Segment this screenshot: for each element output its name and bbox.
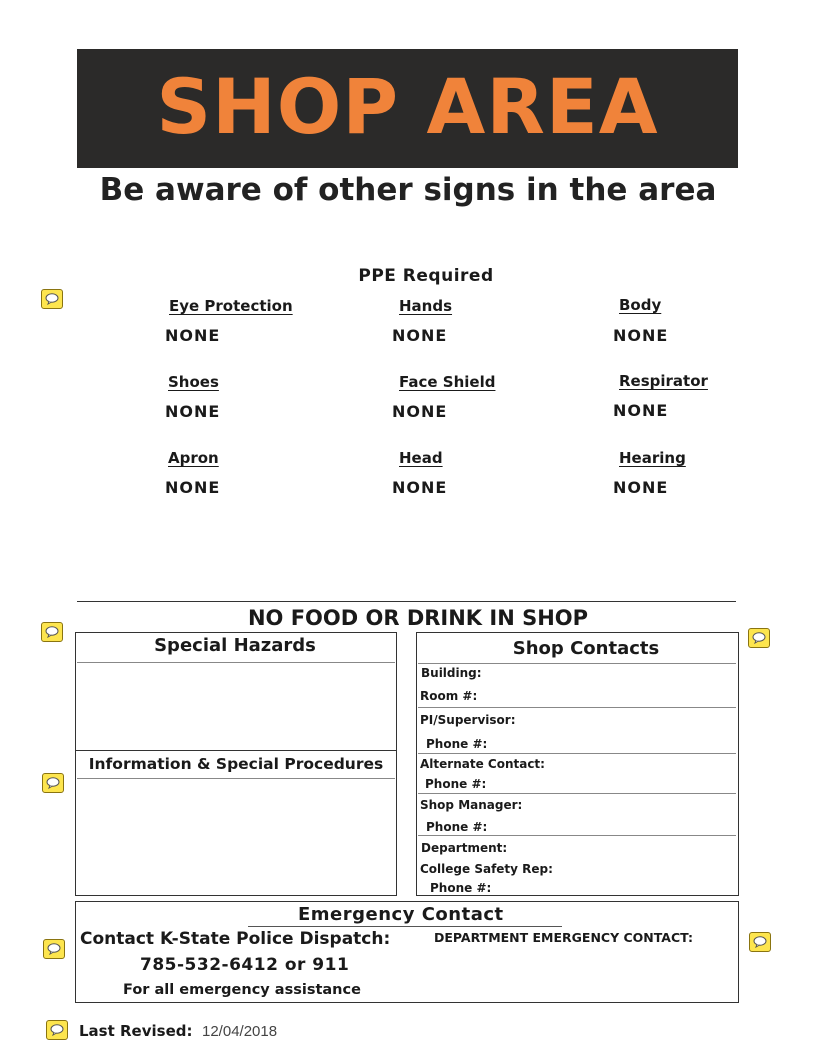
ppe-value-eye-protection: NONE [165, 326, 221, 345]
contact-room-label: Room #: [420, 689, 478, 703]
comment-icon[interactable] [46, 1020, 68, 1040]
ppe-label-body: Body [619, 296, 662, 314]
contact-building-label: Building: [421, 666, 482, 680]
contacts-title-rule [418, 663, 736, 664]
speech-bubble-icon [45, 293, 59, 305]
ppe-title: PPE Required [358, 266, 494, 286]
hazards-title-rule [77, 662, 395, 663]
ppe-label-eye-protection: Eye Protection [169, 297, 293, 315]
no-food-notice: NO FOOD OR DRINK IN SHOP [247, 606, 589, 630]
last-revised-label: Last Revised: [79, 1022, 193, 1040]
department-emergency-contact-label: DEPARTMENT EMERGENCY CONTACT: [434, 930, 693, 945]
comment-icon[interactable] [43, 939, 65, 959]
contact-supervisor-label: PI/Supervisor: [420, 713, 516, 727]
contact-alternate-label: Alternate Contact: [420, 757, 545, 771]
emergency-title: Emergency Contact [298, 904, 504, 925]
contact-supervisor-rule [418, 753, 736, 754]
speech-bubble-icon [46, 777, 60, 789]
header-banner [77, 49, 738, 168]
speech-bubble-icon [752, 632, 766, 644]
ppe-value-face-shield: NONE [392, 402, 448, 421]
shop-contacts-title: Shop Contacts [512, 638, 660, 659]
ppe-label-hearing: Hearing [619, 449, 686, 467]
comment-icon[interactable] [42, 773, 64, 793]
speech-bubble-icon [45, 626, 59, 638]
subtitle: Be aware of other signs in the area [99, 172, 717, 208]
procedures-title: Information & Special Procedures [88, 755, 384, 773]
ppe-value-hands: NONE [392, 326, 448, 345]
hazards-title: Special Hazards [154, 635, 316, 656]
section-divider [77, 601, 736, 602]
ppe-label-hands: Hands [399, 297, 453, 315]
ppe-label-shoes: Shoes [168, 373, 219, 391]
ppe-value-head: NONE [392, 478, 448, 497]
contact-alternate-rule [418, 793, 736, 794]
contact-alternate-phone-label: Phone #: [425, 777, 487, 791]
contact-manager-rule [418, 835, 736, 836]
emergency-phone-number: 785-532-6412 or 911 [140, 955, 350, 975]
ppe-value-apron: NONE [165, 478, 221, 497]
emergency-title-rule [248, 926, 562, 927]
ppe-label-respirator: Respirator [619, 372, 708, 390]
ppe-label-head: Head [399, 449, 443, 467]
contact-safety-rep-phone-label: Phone #: [430, 881, 492, 895]
contact-manager-label: Shop Manager: [420, 798, 523, 812]
procedures-title-rule [77, 778, 395, 779]
hazards-divider [75, 750, 397, 751]
contact-supervisor-phone-label: Phone #: [426, 737, 488, 751]
ppe-label-face-shield: Face Shield [399, 373, 496, 391]
ppe-value-respirator: NONE [613, 401, 669, 420]
comment-icon[interactable] [41, 289, 63, 309]
ppe-value-body: NONE [613, 326, 669, 345]
speech-bubble-icon [47, 943, 61, 955]
last-revised-date: 12/04/2018 [202, 1023, 278, 1040]
comment-icon[interactable] [41, 622, 63, 642]
ppe-value-hearing: NONE [613, 478, 669, 497]
ppe-value-shoes: NONE [165, 402, 221, 421]
comment-icon[interactable] [748, 628, 770, 648]
contact-safety-rep-label: College Safety Rep: [420, 862, 553, 876]
comment-icon[interactable] [749, 932, 771, 952]
police-dispatch-line: Contact K-State Police Dispatch: [80, 929, 391, 949]
speech-bubble-icon [753, 936, 767, 948]
emergency-assistance-note: For all emergency assistance [123, 982, 361, 998]
ppe-label-apron: Apron [168, 449, 219, 467]
contact-room-rule [418, 707, 736, 708]
banner-title: SHOP AREA [156, 61, 659, 151]
contact-department-label: Department: [421, 841, 508, 855]
speech-bubble-icon [50, 1024, 64, 1036]
contact-manager-phone-label: Phone #: [426, 820, 488, 834]
